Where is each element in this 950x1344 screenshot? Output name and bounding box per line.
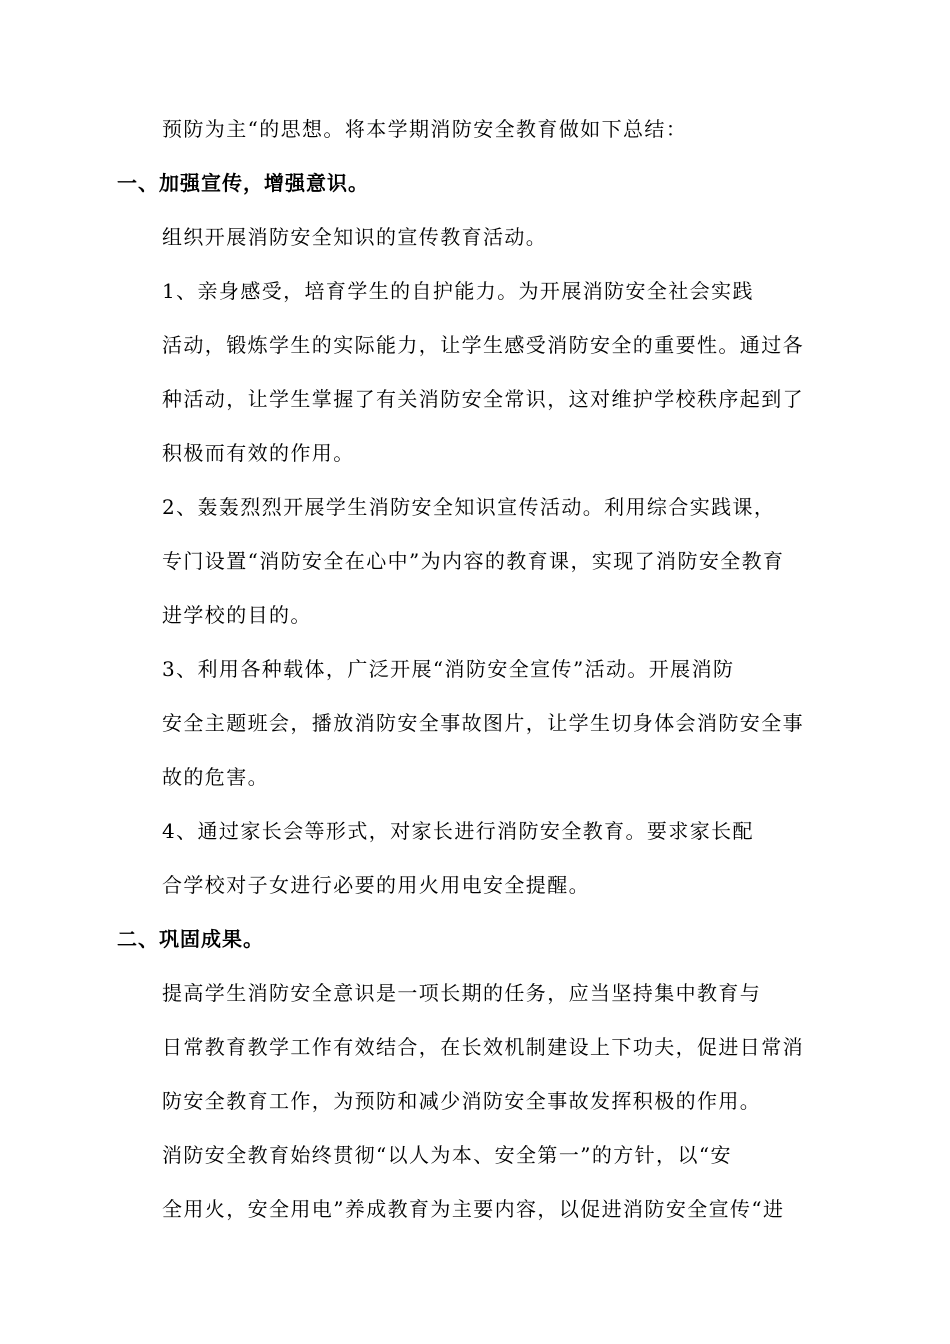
paragraph-line: 组织开展消防安全知识的宣传教育活动。: [162, 225, 548, 249]
paragraph-line: 防安全教育工作，为预防和减少消防安全事故发挥积极的作用。: [162, 1089, 762, 1113]
paragraph-line: 1、亲身感受，培育学生的自护能力。为开展消防安全社会实践: [162, 279, 754, 303]
paragraph-line: 安全主题班会，播放消防安全事故图片，让学生切身体会消防安全事: [162, 711, 804, 735]
paragraph-line: 3、利用各种载体，广泛开展“消防安全宣传”活动。开展消防: [162, 657, 735, 681]
paragraph-line: 预防为主“的思想。将本学期消防安全教育做如下总结：: [162, 117, 688, 141]
paragraph-line: 4、通过家长会等形式，对家长进行消防安全教育。要求家长配: [162, 819, 754, 843]
paragraph-line: 活动，锻炼学生的实际能力，让学生感受消防安全的重要性。通过各: [162, 333, 804, 357]
paragraph-line: 合学校对子女进行必要的用火用电安全提醒。: [162, 873, 590, 897]
paragraph-line: 专门设置“消防安全在心中”为内容的教育课，实现了消防安全教育: [162, 549, 785, 573]
paragraph-line: 全用火，安全用电”养成教育为主要内容，以促进消防安全宣传“进: [162, 1197, 785, 1221]
paragraph-line: 积极而有效的作用。: [162, 441, 355, 465]
paragraph-line: 消防安全教育始终贯彻“以人为本、安全第一”的方针，以“安: [162, 1143, 732, 1167]
paragraph-line: 进学校的目的。: [162, 603, 312, 627]
paragraph-line: 提高学生消防安全意识是一项长期的任务，应当坚持集中教育与: [162, 981, 762, 1005]
section-heading-2: 二、巩固成果。: [117, 927, 264, 951]
paragraph-line: 日常教育教学工作有效结合，在长效机制建设上下功夫，促进日常消: [162, 1035, 804, 1059]
paragraph-line: 故的危害。: [162, 765, 269, 789]
section-heading-1: 一、加强宣传，增强意识。: [117, 171, 369, 195]
paragraph-line: 种活动，让学生掌握了有关消防安全常识，这对维护学校秩序起到了: [162, 387, 804, 411]
paragraph-line: 2、轰轰烈烈开展学生消防安全知识宣传活动。利用综合实践课，: [162, 495, 776, 519]
